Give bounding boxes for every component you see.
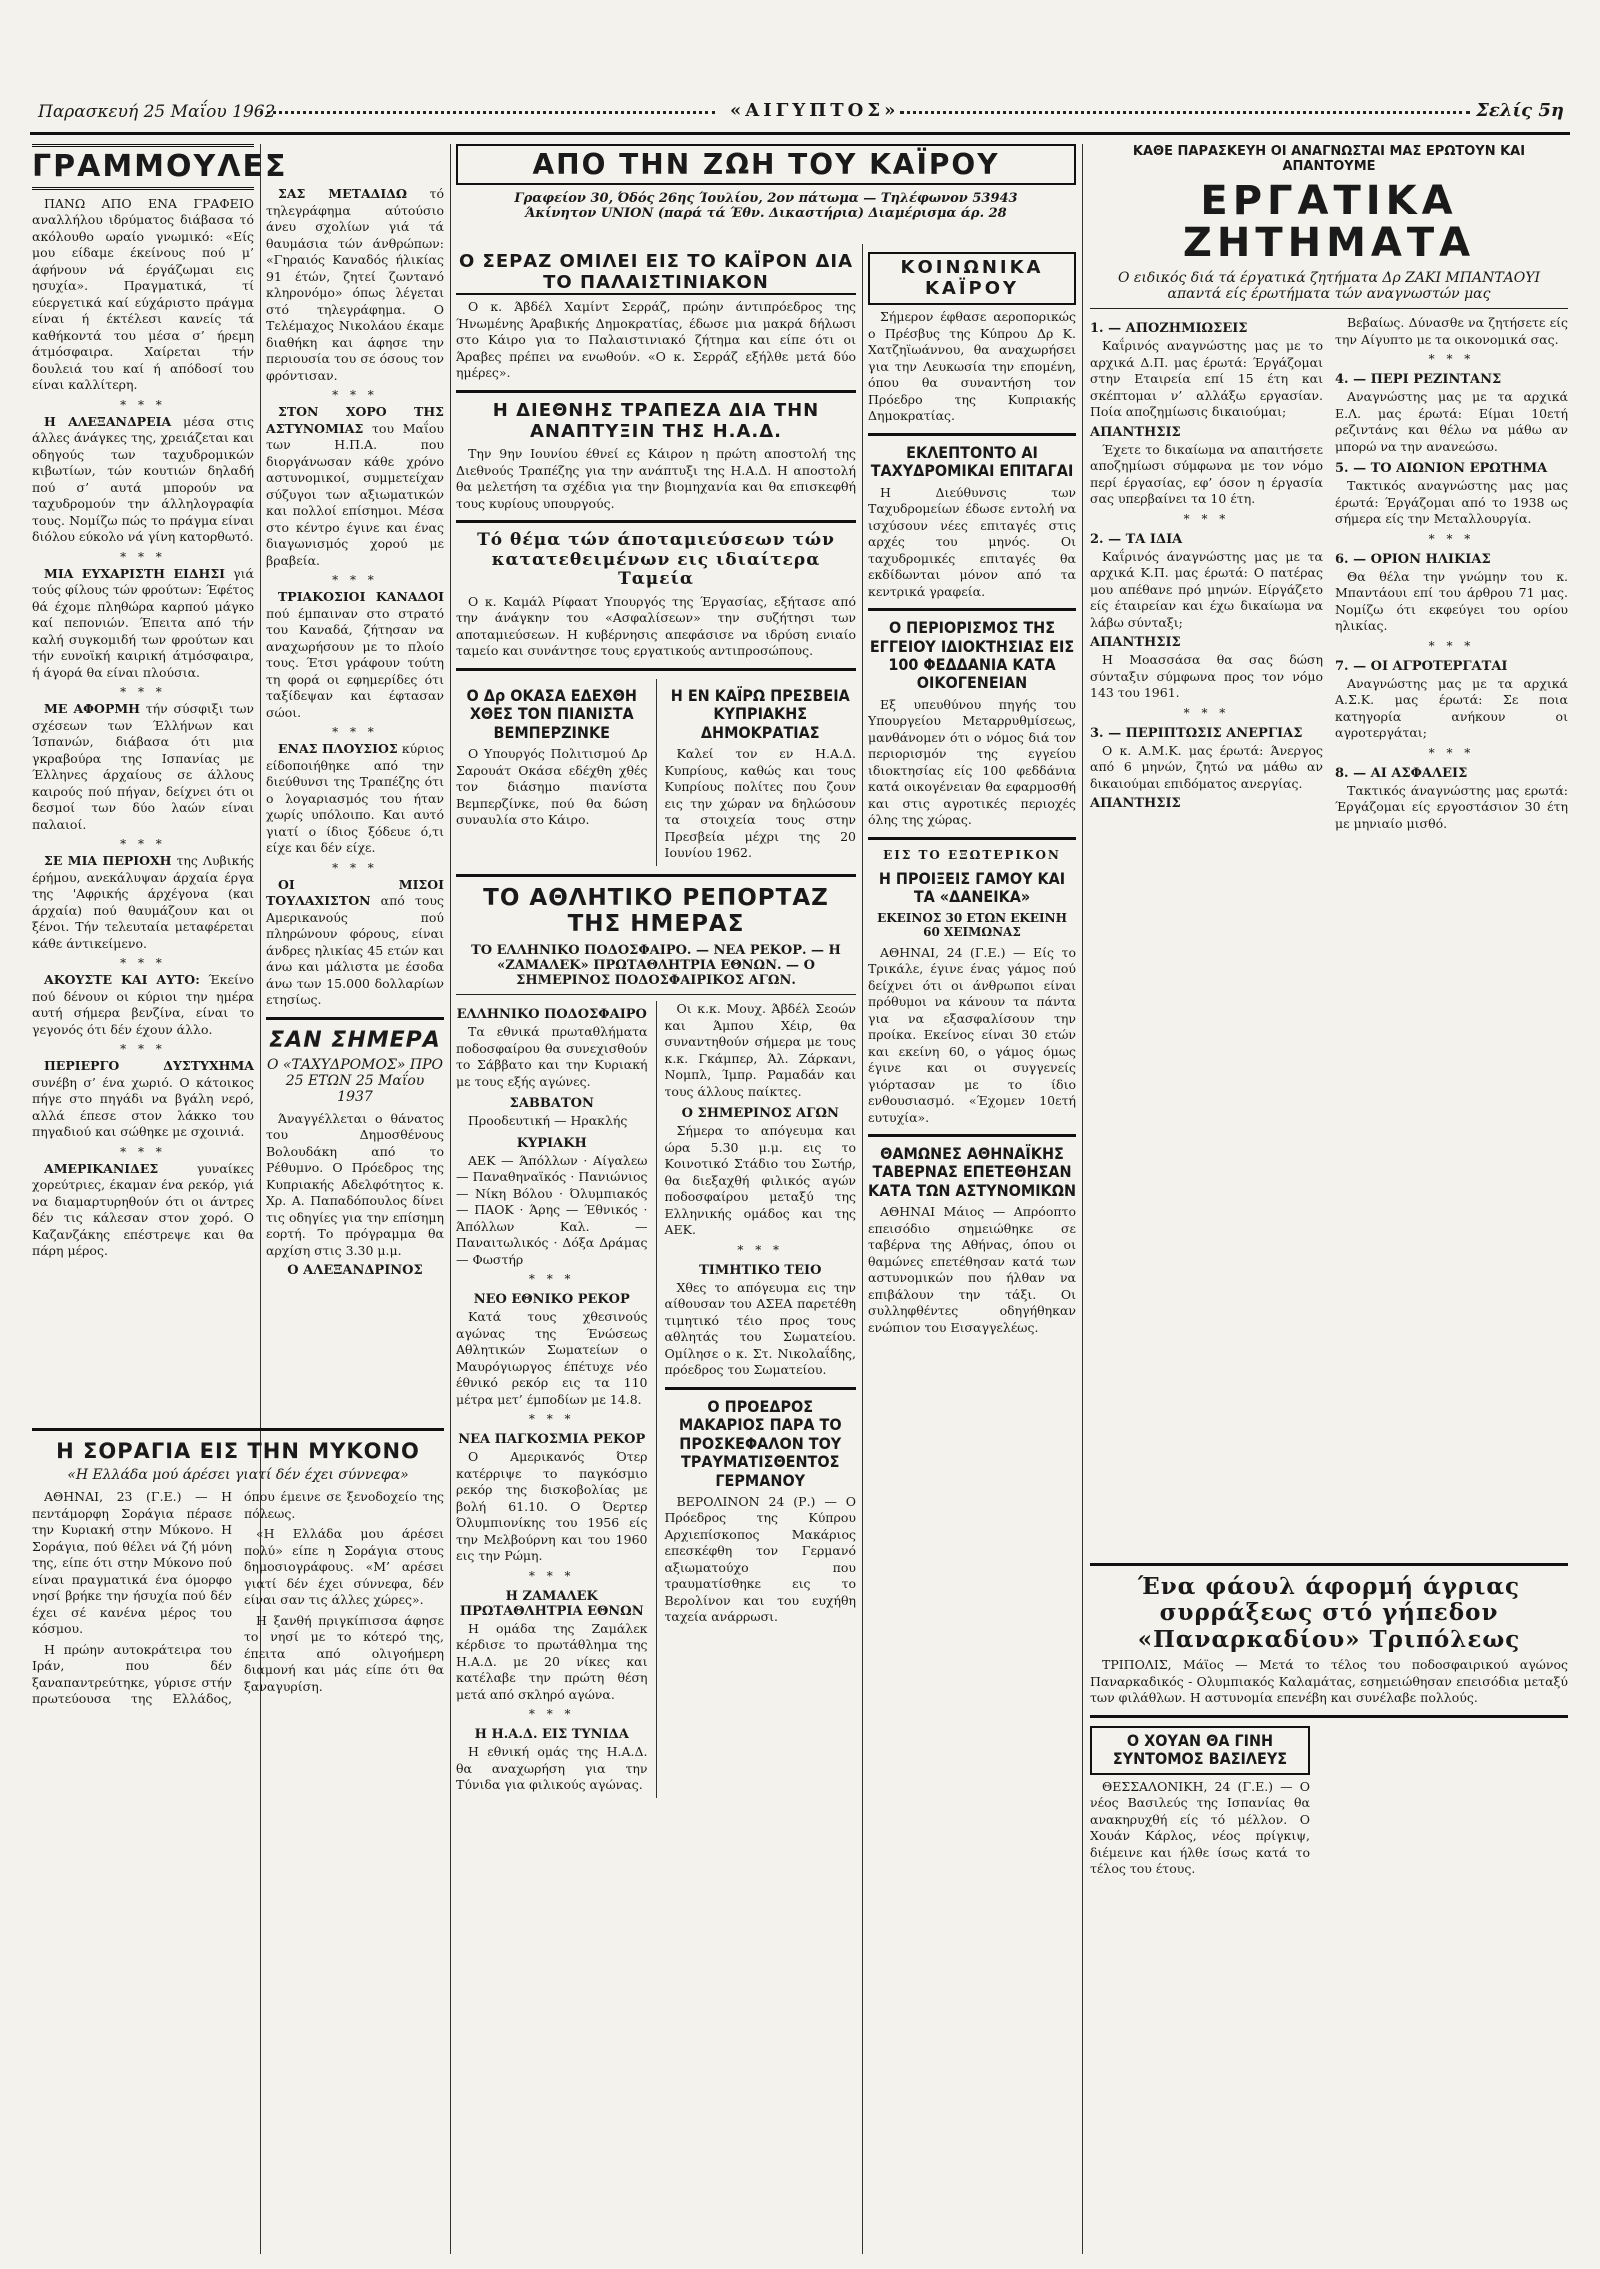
column-3 (456, 244, 856, 2254)
sports-text: Χθες το απόγευμα εις την αίθουσαν του ΑΣΕΑ παρετέθη τιμητικό τέιο προς τους αθλητάς του Σωματείου. Ομίλησε ο κ. Στ. Νικολαΐδης, πρόεδρος του Σωματείου. (664, 1279, 856, 1378)
sports-text: Τα εθνικά πρωταθλήματα ποδοσφαίρου θα συνεχισθούν το Σάββατο και την Κυριακή με τους εξής αγώνες. (456, 1024, 648, 1089)
separator: * * * (1428, 638, 1475, 653)
separator: * * * (120, 397, 166, 412)
issue-date: Παρασκευή 25 Μαΐου 1962 (38, 102, 276, 122)
article-text: ΤΡΙΠΟΛΙΣ, Μάϊος — Μετά το τέλος του ποδοσφαιρικού αγώνος Παναρκαδικός - Ολυμπιακός Καλαμάτας, εσημειώθησαν επεισόδια μεταξύ των φιλάθλων. Η αστυνομία επενέβη και συνέλαβε πολλούς. (1090, 1657, 1568, 1706)
labor-kicker: ΚΑΘΕ ΠΑΡΑΣΚΕΥΗ ΟΙ ΑΝΑΓΝΩΣΤΑΙ ΜΑΣ ΕΡΩΤΟΥΝ ΚΑΙ ΑΠΑΝΤΟΥΜΕ (1132, 144, 1526, 174)
cairo-life-header (456, 144, 1076, 240)
headline-tripoli-foul: Ένα φάουλ άφορμή άγριας συρράξεως στό γήπεδον «Παναρκαδίου» Τριπόλεως (1137, 1573, 1521, 1653)
article-text: ΤΡΙΑΚΟΣΙΟΙ ΚΑΝΑΔΟΙ πού έμπαιναν στο στρατό του Καναδά, ζήτησαν να αναχωρήσουν με το πλοίο τους. Έτσι γράφουν τούτη τη φορά οι εφημερίδες ότι ταξίδεψαν και έφτασαν σώοι. (266, 589, 444, 720)
qa-heading: 8. — ΑΙ ΑΣΦΑΛΕΙΣ (1335, 765, 1468, 781)
subhead-soraya: «Η Ελλάδα μού άρέσει γιατί δέν έχει σύννεφα» (67, 1467, 409, 1484)
qa-heading: 4. — ΠΕΡΙ ΡΕΖΙΝΤΑΝΣ (1335, 372, 1502, 387)
section-title-cairo-life: ΑΠΟ ΤΗΝ ΖΩΗ ΤΟΥ ΚΑΪΡΟΥ (456, 144, 1076, 185)
rule (1090, 308, 1568, 309)
rule (868, 608, 1076, 611)
subhead-dowry: ΕΚΕΙΝΟΣ 30 ΕΤΩΝ ΕΚΕΙΝΗ 60 ΧΕΙΜΩΝΑΣ (877, 910, 1067, 939)
qa-text: Ο κ. Α.Μ.Κ. μας έρωτά: Άνεργος από 6 μηνών, ζητώ να μάθω αν δικαιούμαι επιδόματος ανεργίας. (1090, 742, 1323, 791)
qa-heading: ΑΠΑΝΤΗΣΙΣ (1090, 796, 1181, 811)
qa-text: Βεβαίως. Δύνασθε να ζητήσετε είς την Αίγυπτο με τα οικονομικά σας. (1335, 315, 1568, 347)
article-text: Ο Υπουργός Πολιτισμού Δρ Σαρουάτ Οκάσα εδέχθη χθές τον διάσημο πιανίστα Βεμπερζίνκε, πού θα δώση συναυλία στο Κάιρο. (456, 746, 648, 828)
headline-sports: ΤΟ ΑΘΛΗΤΙΚΟ ΡΕΠΟΡΤΑΖ ΤΗΣ ΗΜΕΡΑΣ (483, 884, 829, 937)
column-divider (1082, 144, 1083, 2254)
separator: * * * (1428, 352, 1475, 366)
sports-heading: ΣΑΒΒΑΤΟΝ (509, 1096, 594, 1112)
abroad-label: ΕΙΣ ΤΟ ΕΞΩΤΕΡΙΚΟΝ (883, 847, 1061, 862)
today-subtitle: Ο «ΤΑΧΥΔΡΟΜΟΣ» ΠΡΟ 25 ΕΤΩΝ 25 Μαΐου 1937 (267, 1056, 443, 1105)
rule (32, 1428, 444, 1431)
qa-text: Τακτικός αναγνώστης μας μας έρωτά: Έργάζομαι από το 1938 ως σήμερα είς την Μεταλλουργία. (1335, 478, 1568, 526)
sports-left (456, 1001, 648, 1798)
headline-world-bank: Η ΔΙΕΘΝΗΣ ΤΡΑΠΕΖΑ ΔΙΑ ΤΗΝ ΑΝΑΠΤΥΞΙΝ ΤΗΣ Η.Α.Δ. (492, 399, 820, 442)
article-text: Ο κ. Άβδέλ Χαμίντ Σερράζ, πρώην άντιπρόεδρος της Ήνωμένης Άραβικής Δημοκρατίας, έδωσε μια μακρά δήλωσι στο Κάιρο για το Παλαιστινιακό ζήτημα και είπε ότι οι Άραβες πρέπει να ενωθούν. «Ο κ. Σερράζ εξήλθε μετά δύο ημέρες». (456, 299, 856, 381)
article-text: Την 9ην Ιουνίου έθνεί ες Κάιρον η πρώτη αποστολή της Διεθνούς Τραπέζης για την ανάπτυξι της Η.Α.Δ. Η αποστολή θα μελετήση τα σχέδια για την βιομηχανία και θα επισκεφθή τους κυρίους υπουργούς. (456, 446, 856, 511)
sports-text: Σήμερα το απόγευμα και ώρα 5.30 μ.μ. εις το Κοινοτικό Στάδιο του Σωτήρ, θα διεξαχθή φιλικός αγών ποδοσφαίρου μεταξύ της Ελληνικής ομάδος και της ΑΕΚ. (664, 1123, 856, 1238)
article-text: ΣΤΟΝ ΧΟΡΟ ΤΗΣ ΑΣΤΥΝΟΜΙΑΣ του Μαΐου των Η.Π.Α. που διοργάνωσαν κάθε χρόνο αστυνομικοί, συμμετείχαν σύζυγοι των αξιωματικών και πολλοί επίσημοι. Μέσα στο κέντρο έγινε και ένας διαγωνισμός χορού με βραβεία. (266, 404, 444, 568)
separator: * * * (528, 1707, 575, 1722)
sports-subhead: ΤΟ ΕΛΛΗΝΙΚΟ ΠΟΔΟΣΦΑΙΡΟ. — ΝΕΑ ΡΕΚΟΡ. — Η «ΖΑΜΑΛΕΚ» ΠΡΩΤΑΘΛΗΤΡΙΑ ΕΘΝΩΝ. — Ο ΣΗΜΕΡΙΝΟΣ ΠΟΔΟΣΦΑΙΡΙΚΟΣ ΑΓΩΝ. (471, 943, 841, 989)
sports-columns (456, 1001, 856, 1798)
article-text: ΜΕ ΑΦΟΡΜΗ τήν σύσφιξι των σχέσεων των Έλλήνων και Ίσπανών, διάβασα ότι μια γκραβούρα της Ισπανίας με Έλληνες άρχαίους σε άλλους καιρούς πού πήγαν, δείχνει ότι οι δεσμοί των δύο λαών είναι παλαιοί. (32, 701, 254, 832)
masthead (30, 92, 1570, 135)
article-text: ΑΘΗΝΑΙ, 23 (Γ.Ε.) — Η πεντάμορφη Σοράγια πέρασε την Κυριακή στην Μύκονο. Η Σοράγια, πού θέλει νά ζή μόνη της, είπε ότι στην Μύκονο πού είναι πραγματικά ένα όμορφο νησί βρήκε την ήσυχία πού δέν έχει σέ κανένα μέρος του κόσμου. (32, 1489, 232, 1637)
story-juan (1090, 1726, 1310, 1878)
separator: * * * (528, 1568, 575, 1583)
column-4 (868, 244, 1076, 2254)
separator: * * * (332, 725, 378, 739)
qa-text: Έχετε το δικαίωμα να απαιτήσετε αποζημίωσι σύμφωνα με τον νόμο περί έργασίας, εφ’ όσον η έργασία σας υπερβαίνει τα 10 έτη. (1090, 441, 1323, 506)
article-text: ΜΙΑ ΕΥΧΑΡΙΣΤΗ ΕΙΔΗΣΙ γιά τούς φίλους τών φρούτων: Έφέτος θά έχομε πληθώρα καρπού μάγκο καί πεπονιών. Έπειτα από τήν καλή συγκομιδή των φρούτων και τήν ευνοϊκή καιρική άτμόσφαιρα, ή άγορά θα είναι πλούσια. (32, 565, 254, 680)
qa-heading: 2. — ΤΑ ΙΔΙΑ (1090, 531, 1183, 547)
column-5 (1090, 144, 1568, 2254)
rule (665, 1387, 857, 1390)
qa-text: Θα θέλα την γνώμην του κ. Μπαντάουι επί του άρθρου 71 μας. Νομίζω ότι εκφεύγει του ορίου ηλικίας. (1335, 568, 1568, 633)
story-cyprus-embassy (656, 679, 857, 866)
column-divider (862, 244, 863, 2254)
soraya-body (32, 1489, 444, 1708)
article-text: ΣΕ ΜΙΑ ΠΕΡΙΟΧΗ της Λυβικής έρήμου, ανεκάλυψαν άρχαία έργα της 'Αφρικής άρχέγονα (και άρχαία) πού θαυμάζουν και οι ξένοι. Τήν τελευταία μεταφέρεται κάθε άντικείμενο. (32, 853, 254, 951)
article-text: Καλεί τον εν Η.Α.Δ. Κυπρίους, καθώς και τους Κυπρίους πολίτες που ζουν εις την χώραν να δηλώσουν τα στοιχεία τους στην Πρεσβεία μέχρι της 20 Ιουνίου 1962. (664, 746, 856, 861)
qa-text: Αναγνώστης μας με τα αρχικά Α.Σ.Κ. μας έρωτά: Σε ποια κατηγορία ανήκουν οι αγροτεργάται; (1335, 675, 1568, 740)
headline-labor: ΕΡΓΑΤΙΚΑ ΖΗΤΗΜΑΤΑ (1182, 178, 1476, 266)
two-story-row (456, 679, 856, 866)
qa-heading: 6. — ΟΡΙΟΝ ΗΛΙΚΙΑΣ (1335, 551, 1491, 567)
qa-heading: ΑΠΑΝΤΗΣΙΣ (1090, 424, 1181, 440)
sports-text: Ο Αμερικανός Ότερ κατέρριψε το παγκόσμιο ρεκόρ της δισκοβολίας με βολή 61.10. Ο Όερτερ Όλυμπιονίκης του 1956 είς την Μελβούρνη και του 1960 εις την Ρώμη. (456, 1449, 648, 1564)
masthead-rule-left (260, 111, 715, 114)
sports-heading: ΝΕΑ ΠΑΓΚΟΣΜΙΑ ΡΕΚΟΡ (458, 1432, 646, 1448)
separator: * * * (120, 685, 166, 699)
today-title: ΣΑΝ ΣΗΜΕΡΑ (269, 1027, 441, 1053)
article-text: Η ξανθή πριγκίπισσα άφησε το νησί με το κότερό της, έπειτα από ολιγοήμερη διαμονή και μάς είπε ότι θα ξαναγυρίση. (244, 1612, 444, 1694)
sports-text: Η εθνική ομάς της Η.Α.Δ. θα αναχωρήση για την Τύνιδα για φιλικούς αγώνας. (456, 1744, 648, 1793)
today-signature: Ο ΑΛΕΞΑΝΔΡΙΝΟΣ (287, 1263, 423, 1279)
article-text: «Η Ελλάδα μου άρέσει πολύ» είπε η Σοράγια στους δημοσιογράφους. «Μ’ αρέσει γιατί δέν έχει σύννεφα, δέν είναι σαν τις άλλες χώρες». (244, 1526, 444, 1608)
headline-soraya: Η ΣΟΡΑΓΙΑ ΕΙΣ ΤΗΝ ΜΥΚΟΝΟ (56, 1439, 420, 1463)
qa-heading: 5. — ΤΟ ΑΙΩΝΙΟΝ ΕΡΩΤΗΜΑ (1335, 461, 1548, 476)
article-text: ΑΘΗΝΑΙ, 24 (Γ.Ε.) — Είς το Τρικάλε, έγινε ένας γάμος πού δείχνει ότι οι άνθρωποι είναι πρόθυμοι να κάνουν τα πάντα για να εξασφαλίσουν την προίκα. Εκείνος είναι 30 ετών και εκείνη 60, ο γάμος όμως έγινε και οι συγγενείς γιόρτασαν με το ίδιο ενθουσιασμό. «Έχομεν 10ετή ευτυχία». (868, 944, 1076, 1125)
headline-makarios: Ο ΠΡΟΕΔΡΟΣ ΜΑΚΑΡΙΟΣ ΠΑΡΑ ΤΟ ΠΡΟΣΚΕΦΑΛΟΝ ΤΟΥ ΤΡΑΥΜΑΤΙΣΘΕΝΤΟΣ ΓΕΡΜΑΝΟΥ (678, 1396, 842, 1490)
article-text: ΣΑΣ ΜΕΤΑΔΙΔΩ τό τηλεγράφημα αύτούσιο άνευ σχολίων γιά τά θαυμάσια τών άνθρώπων: «Γηραιός Καναδός ήλικίας 91 έτών, ζητεί ζωντανό κληρονόμο» όπως λέγεται στό τηλεγράφημα. Ο Τελέμαχος Νικολάου έκαμε διαθήκη και άφησε την περιουσία του σε όσους τον φρόντισαν. (266, 186, 444, 383)
masthead-rule-right (900, 111, 1470, 114)
story-soraya (32, 1420, 444, 2254)
article-text: ΕΝΑΣ ΠΛΟΥΣΙΟΣ κύριος είδοποιήθηκε από την διεύθυνσι της Τραπέζης ότι ο λογαριασμός του ήταν χωρίς υπόλοιπο. Και αυτό γιατί ο ίδιος ξόδευε ό,τι είχε και δέν είχε. (266, 741, 444, 855)
article-text: ΒΕΡΟΛΙΝΟΝ 24 (Ρ.) — Ο Πρόεδρος της Κύπρου Αρχιεπίσκοπος Μακάριος επεσκέφθη τον Γερμανό αξιωματούχο που τραυματίσθηκε εις το Βερολίνον και του ευχήθη ταχεία ανάρρωσι. (664, 1493, 856, 1625)
office-building: Άκίνητον UNION (παρά τά Έθν. Δικαστήρια) Διαμέρισμα άρ. 28 (525, 206, 1007, 222)
rule (1090, 1715, 1568, 1718)
column-title-grammoules: ΓΡΑΜΜΟΥΛΕΣ (32, 144, 254, 190)
separator: * * * (332, 388, 378, 402)
article-text: Σήμερον έφθασε αεροπορικώς ο Πρέσβυς της Κύπρου Δρ Κ. Χατζηϊωάννου, θα αναχωρήσει για την Λευκωσία την επομένη, όπου θα συναντήση τον Πρόεδρο της Κυπριακής Δημοκρατίας. (868, 309, 1076, 424)
qa-heading: 7. — ΟΙ ΑΓΡΟΤΕΡΓΑΤΑΙ (1335, 658, 1508, 674)
qa-heading: ΑΠΑΝΤΗΣΙΣ (1090, 635, 1181, 650)
separator: * * * (120, 549, 166, 564)
sports-heading: Η Η.Α.Δ. ΕΙΣ ΤΥΝΙΔΑ (474, 1727, 629, 1743)
rule (456, 994, 856, 995)
sports-heading: Η ΖΑΜΑΛΕΚ ΠΡΩΤΑΘΛΗΤΡΙΑ ΕΘΝΩΝ (459, 1588, 644, 1619)
separator: * * * (120, 837, 166, 851)
sports-text: Κατά τους χθεσινούς αγώνας της Ένώσεως Αθλητικών Σωματείων ο Μαυρόγιωργος έπέτυχε νέο έθνικό ρεκόρ εις τα 110 μέτρα μετ’ έμποδίων με 14.8. (456, 1309, 648, 1407)
separator: * * * (120, 1144, 166, 1159)
article-text: ΑΚΟΥΣΤΕ ΚΑΙ ΑΥΤΟ: Έκείνο πού δένουν οι κύριοι την ημέρα αυτή σήμερα βενζίνα, είναι το γεγονός ότι δέν έχουν άλλο. (32, 972, 254, 1037)
sports-text: Οι κ.κ. Μουχ. Άβδέλ Σεοών και Άμπου Χέιρ, θα συναντηθούν σήμερα με τους κ.κ. Γκάμπερ, Άλ. Ζάρκανι, Νομπλ, Ίμπρ. Ραμαδάν και τους άλλους παίκτες. (664, 1001, 856, 1099)
sports-heading: ΚΥΡΙΑΚΗ (516, 1135, 587, 1151)
article-text: ΑΜΕΡΙΚΑΝΙΔΕΣ γυναίκες χορεύτριες, έκαμαν ένα ρεκόρ, γιά να διαμαρτυρηθούν ότι οι άντρες δέν τις κάλεσαν στον χορό. Ο Καζανζάκης επέστρεψε και θα πάρη μέρος. (32, 1160, 254, 1258)
separator: * * * (1183, 511, 1230, 526)
rule (868, 837, 1076, 840)
qa-text: Καΐρινός αναγνώστης μας με το αρχικά Δ.Π. μας έρωτά: Έργάζομαι στην Εταιρεία επί 15 έτη και σκέπτομαι ν’ αλλάξω εργασίαν. Ποία αποζημίωσις δικαιούμαι; (1090, 338, 1323, 419)
separator: * * * (332, 573, 378, 587)
headline-land: Ο ΠΕΡΙΟΡΙΣΜΟΣ ΤΗΣ ΕΓΓΕΙΟΥ ΙΔΙΟΚΤΗΣΙΑΣ ΕΙΣ 100 ΦΕΔΔΑΝΙΑ ΚΑΤΑ ΟΙΚΟΓΕΝΕΙΑΝ (869, 618, 1075, 693)
qa-heading: 3. — ΠΕΡΙΠΤΩΣΙΣ ΑΝΕΡΓΙΑΣ (1090, 725, 1303, 741)
column-2 (266, 186, 444, 1412)
qa-text: Η Μοασσάσα θα σας δώση σύνταξιν σύμφωνα προς τον νόμο 143 του 1961. (1090, 652, 1323, 700)
separator: * * * (120, 956, 166, 970)
sports-text: Η ομάδα της Ζαμάλεκ κέρδισε το πρωτάθλημα της Η.Α.Δ. με 20 νίκες και κατέλαβε την πρώτη θέση μετά από σκληρό αγώνα. (456, 1620, 648, 1702)
article-text: ΠΑΝΩ ΑΠΟ ΕΝΑ ΓΡΑΦΕΙΟ αναλλήλου ιδρύματος διάβασα τό ακόλουθο ωραίο γνωμικό: «Είς μου είδαμε έκείνους πού μ’ άφήνουν νά έργάζωμαι εις ησυχία». Πραγματικά, τί εύεργετικά καί εύχάριστο πράγμα είναι ή έκτέλεσι κανείς τά καθήκοντά του μέσα σ’ ήρεμη άτμόσφαιρα. Χαίρεται τήν δουλειά του καί ή απόδοσί του είναι καλλίτερη. (32, 195, 254, 392)
article-text: ΠΕΡΙΕΡΓΟ ΔΥΣΤΥΧΗΜΑ συνέβη σ’ ένα χωριό. Ο κάτοικος πήγε στο πηγάδι να βγάλη νερό, αλλά έπεσε στον λάκκο του πηγαδιού και σώθηκε με σχοινιά. (32, 1058, 254, 1139)
labor-qa (1090, 315, 1568, 1555)
sports-heading: ΕΛΛΗΝΙΚΟ ΠΟΔΟΣΦΑΙΡΟ (456, 1007, 647, 1023)
paper-name: «ΑΙΓΥΠΤΟΣ» (730, 100, 900, 121)
rule (868, 1134, 1076, 1137)
rule (456, 874, 856, 877)
page-number: Σελίς 5η (1476, 100, 1564, 121)
article-text: ΘΕΣΣΑΛΟΝΙΚΗ, 24 (Γ.Ε.) — Ο νέος Βασιλεύς της Ισπανίας θα ανακηρυχθή είς τό μέλλον. Ο Χουάν Κάρλος, νέος πρίγκιψ, διέμεινε και ήλθε ίσως κατά το τέλος του έτους. (1090, 1778, 1310, 1877)
article-text: ΑΘΗΝΑΙ Μάιος — Απρόοπτο επεισόδιο σημειώθηκε σε ταβέρνα της Αθήνας, όπου οι θαμώνες επετέθησαν κατά των αστυνομικών που ήλθαν να επιβάλουν την τάξι. Οι συλληφθέντες οδηγήθηκαν ενώπιον του Εισαγγελέως. (868, 1204, 1076, 1335)
office-address: Γραφείον 30, Όδός 26ης Ίουλίου, 2ον πάτωμα — Τηλέφωνον 53943 (514, 191, 1018, 207)
article-text: ΟΙ ΜΙΣΟΙ ΤΟΥΛΑΧΙΣΤΟΝ από τους Αμερικανούς πού πληρώνουν φόρους, είναι άνδρες ηλικίας 45 ετών και άνω και μάλιστα με έσοδα άνω των 15.000 δολλαρίων ετησίως. (266, 876, 444, 1007)
separator: * * * (737, 1242, 784, 1257)
headline-juan: Ο ΧΟΥΑΝ ΘΑ ΓΙΝΗ ΣΥΝΤΟΜΟΣ ΒΑΣΙΛΕΥΣ (1090, 1726, 1310, 1775)
headline-tavern: ΘΑΜΩΝΕΣ ΑΘΗΝΑΪΚΗΣ ΤΑΒΕΡΝΑΣ ΕΠΕΤΕΘΗΣΑΝ ΚΑΤΑ ΤΩΝ ΑΣΤΥΝΟΜΙΚΩΝ (868, 1144, 1076, 1200)
separator: * * * (528, 1272, 575, 1287)
sports-right (656, 1001, 857, 1798)
sports-text: ΑΕΚ — Άπόλλων · Αίγαλεω — Παναθηναϊκός · Πανιώνιος — Νίκη Βόλου · Όλυμπιακός — ΠΑΟΚ · Άρης — Έθνικός · Άπόλλων Καλ. — Παναιτωλικός · Δόξα Δράμας — Φωστήρ (456, 1152, 648, 1267)
rule (1090, 1563, 1568, 1566)
separator: * * * (1428, 745, 1475, 760)
separator: * * * (120, 1042, 166, 1056)
headline-seraz: Ο ΣΕΡΑΖ ΟΜΙΛΕΙ ΕΙΣ ΤΟ ΚΑΪΡΟΝ ΔΙΑ ΤΟ ΠΑΛΑΙΣΤΙΝΙΑΚΟΝ (456, 252, 856, 295)
article-text: Εξ υπευθύνου πηγής του Υπουργείου Μεταρρυθμίσεως, μανθάνομεν ότι ο νόμος διά τον περιορισμόν της εγγείου ιδιοκτησίας είς 100 φεδδάνια κατά οικογένειαν θα εφαρμοσθή και στις αγροτικές περιοχές όλης της χώρας. (868, 696, 1076, 828)
story-okasha (456, 679, 648, 866)
sports-heading: ΤΙΜΗΤΙΚΟ ΤΕΙΟ (699, 1262, 822, 1278)
sports-heading: ΝΕΟ ΕΘΝΙΚΟ ΡΕΚΟΡ (473, 1292, 630, 1308)
today-text: Άναγγέλλεται ο θάνατος του Δημοσθένους Βολουδάκη από το Ρέθυμνο. Ο Πρόεδρος της Κυπριακής Αδελφότητος κ. Χρ. Α. Παπαδόπουλος δίνει τις οδηγίες για την επίσημη εορτή. Το πρόγραμμα θα αρχίση στις 3.30 μ.μ. (266, 1110, 444, 1258)
rule (456, 390, 856, 393)
headline-social: ΚΟΙΝΩΝΙΚΑ ΚΑΪΡΟΥ (868, 252, 1076, 305)
qa-text: Αναγνώστης μας με τα αρχικά Ε.Λ. μας έρωτά: Είμαι 10ετή ρεζιντάνς και θέλω να μάθω αν μπορώ να την ανανεώσω. (1335, 389, 1568, 454)
sports-heading: Ο ΣΗΜΕΡΙΝΟΣ ΑΓΩΝ (681, 1106, 839, 1122)
rule (456, 668, 856, 671)
column-divider (450, 144, 451, 2254)
headline-okasha: Ο Δρ ΟΚΑΣΑ ΕΔΕΧΘΗ ΧΘΕΣ ΤΟΝ ΠΙΑΝΙΣΤΑ ΒΕΜΠΕΡΖΙΝΚΕ (466, 685, 637, 742)
article-text: Η ΑΛΕΞΑΝΔΡΕΙΑ μέσα στις άλλες άνάγκες της, χρειάζεται και οδηγούς των ταχυδρομικών κιβωτίων, τών κουτιών δηλαδή πού σ’ αυτά μπορούν να ταχυδρομούν την άλληλογραφία τους. Νομίζω πώς το πράγμα είναι διόλου εύκολο νά γίνη κατορθωτό. (32, 413, 254, 544)
headline-postal: ΕΚΛΕΠΤΟΝΤΟ ΑΙ ΤΑΧΥΔΡΟΜΙΚΑΙ ΕΠΙΤΑΓΑΙ (870, 442, 1074, 481)
qa-text: Καΐρινός άναγνώστης μας με τα αρχικά Κ.Π. μας έρωτά: Ο πατέρας μου απέθανε πρό μηνών. Είργάζετο είς έταιρείαν και έχω δικαίωμα να λάβω σύνταξι; (1090, 548, 1323, 630)
qa-text: Τακτικός άναγνώστης μας ερωτά: Έργάζομαι είς εργοστάσιον 30 έτη με μηνιαίο μισθό. (1335, 782, 1568, 831)
separator: * * * (332, 860, 378, 875)
headline-savings: Τό θέμα τών άποταμιεύσεων τών κατατεθειμένων εις ιδιαίτερα Ταμεία (477, 530, 835, 590)
labor-subtitle: Ο ειδικός διά τά έργατικά ζητήματα Δρ ΖΑΚΙ ΜΠΑΝΤΑΟΥΙ απαντά είς έρωτήματα τών αναγνωστών μας (1117, 270, 1541, 302)
article-text: Ο κ. Καμάλ Ρίφαατ Υπουργός της Έργασίας, εξήτασε από την άνάγκην του «Ασφαλίσεων» την συζήτησι των αποταμιεύσεων. Η κυβέρνησις απεφάσισε να ιδρύση ενιαίο ταμείο και συνάντησε τους εργατικούς αντιπροσώπους. (456, 593, 856, 659)
article-text: Η Διεύθυνσις των Ταχυδρομείων έδωσε εντολή να ισχύσουν νέες επιταγές στις αρχές του μηνός. Οι ταχυδρομικές επιταγές θα εκδίδωνται μόνον από τα κεντρικά γραφεία. (868, 484, 1076, 599)
separator: * * * (1428, 531, 1475, 546)
article-text: Η πρώην αυτοκράτειρα του Ιράν, που δέν ξαναπαντρεύτηκε, γύρισε στήν πρωτεύουσα της Ελλάδος, όπου έμεινε σε ξενοδοχείο της πόλεως. (32, 1489, 444, 1707)
separator: * * * (1183, 705, 1230, 720)
sports-text: Προοδευτική — Ηρακλής (468, 1113, 628, 1129)
rule (266, 1017, 444, 1020)
rule (868, 433, 1076, 436)
rule (456, 520, 856, 523)
separator: * * * (528, 1412, 575, 1427)
qa-heading: 1. — ΑΠΟΖΗΜΙΩΣΕΙΣ (1090, 321, 1248, 336)
headline-dowry: Η ΠΡΟΙΞΕΙΣ ΓΑΜΟΥ ΚΑΙ ΤΑ «ΔΑΝΕΙΚΑ» (878, 868, 1066, 907)
headline-cyprus-embassy: Η ΕΝ ΚΑΪΡΩ ΠΡΕΣΒΕΙΑ ΚΥΠΡΙΑΚΗΣ ΔΗΜΟΚΡΑΤΙΑΣ (670, 685, 850, 742)
